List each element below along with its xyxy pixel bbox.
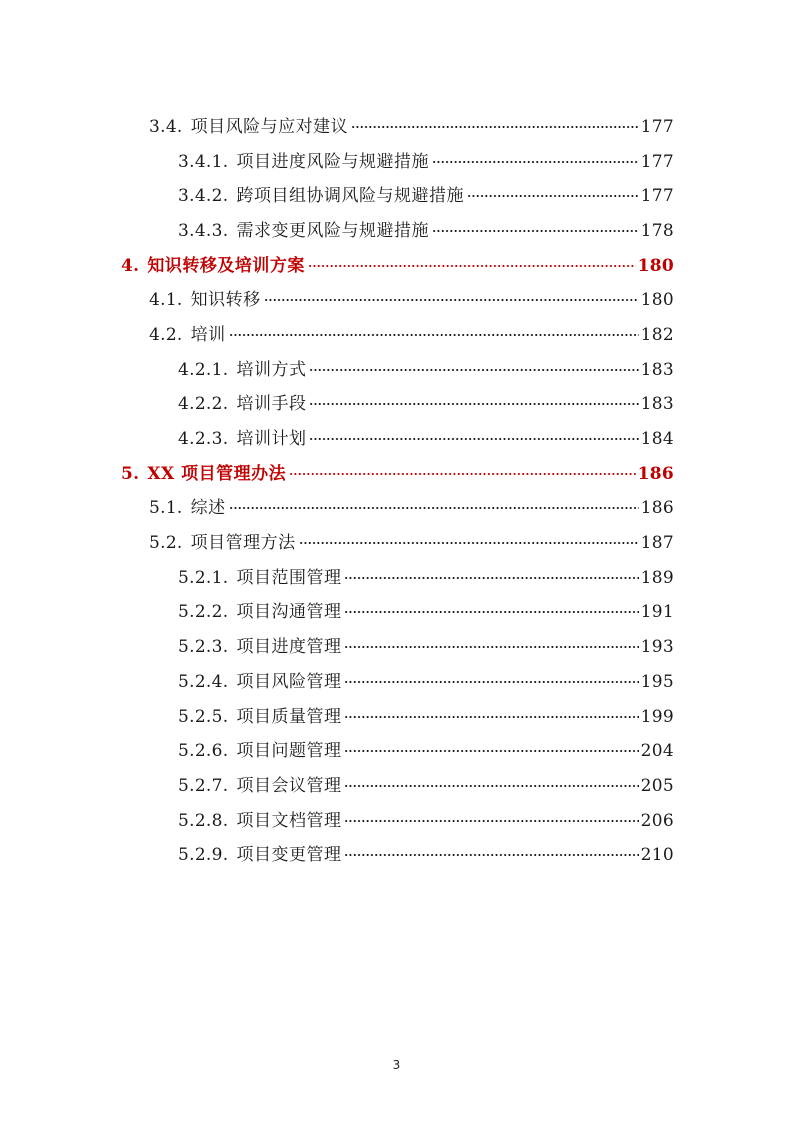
toc-dot-leader bbox=[344, 681, 638, 683]
toc-entry-title: 项目范围管理 bbox=[236, 567, 342, 588]
toc-entry-line bbox=[178, 355, 674, 380]
toc-dot-leader bbox=[467, 195, 639, 197]
toc-entry-page-number: 189 bbox=[640, 567, 674, 588]
toc-entry-line bbox=[178, 667, 674, 692]
toc-entry[interactable] bbox=[0, 246, 793, 281]
toc-entry[interactable] bbox=[0, 662, 793, 697]
toc-entry-number: 5.2.2. bbox=[178, 602, 229, 623]
toc-dot-leader bbox=[289, 473, 635, 475]
toc-entry-page-number: 191 bbox=[640, 602, 674, 623]
toc-entry-line bbox=[178, 736, 674, 761]
toc-entry[interactable] bbox=[0, 697, 793, 732]
toc-dot-leader bbox=[344, 716, 638, 718]
toc-entry-page-number: 177 bbox=[640, 151, 674, 172]
toc-entry-page-number: 193 bbox=[640, 637, 674, 658]
toc-entry-page-number: 178 bbox=[640, 220, 674, 241]
toc-entry[interactable] bbox=[0, 176, 793, 211]
toc-entry-line bbox=[178, 597, 674, 622]
toc-entry[interactable] bbox=[0, 489, 793, 524]
toc-dot-leader bbox=[344, 854, 638, 856]
toc-entry-title: 项目沟通管理 bbox=[236, 602, 342, 623]
toc-entry-number: 5.2.4. bbox=[178, 671, 229, 692]
toc-entry-line bbox=[121, 251, 674, 276]
toc-entry[interactable] bbox=[0, 350, 793, 385]
toc-entry-number: 5.2.7. bbox=[178, 775, 229, 796]
toc-entry-line bbox=[178, 389, 674, 414]
toc-entry-page-number: 187 bbox=[640, 533, 674, 554]
toc-entry-number: 5.2.5. bbox=[178, 706, 229, 727]
toc-entry[interactable] bbox=[0, 315, 793, 350]
toc-entry-number: 3.4. bbox=[149, 116, 183, 137]
toc-entry-number: 3.4.3. bbox=[178, 220, 229, 241]
toc-entry-line bbox=[149, 285, 674, 310]
toc-entry-page-number: 195 bbox=[640, 671, 674, 692]
toc-entry[interactable] bbox=[0, 454, 793, 489]
toc-entry-title: 项目进度管理 bbox=[236, 637, 342, 658]
page-number: 3 bbox=[392, 1058, 401, 1072]
toc-entry-title: 跨项目组协调风险与规避措施 bbox=[236, 186, 464, 207]
toc-entry-number: 4.2.2. bbox=[178, 394, 229, 415]
toc-entry-title: 项目文档管理 bbox=[236, 810, 342, 831]
toc-entry-line bbox=[178, 702, 674, 727]
toc-dot-leader bbox=[309, 369, 638, 371]
toc-entry-number: 4.1. bbox=[149, 290, 183, 311]
toc-entry[interactable] bbox=[0, 523, 793, 558]
toc-entry-number: 4.2.3. bbox=[178, 429, 229, 450]
toc-entry-title: 知识转移及培训方案 bbox=[147, 255, 305, 276]
toc-entry-page-number: 177 bbox=[640, 186, 674, 207]
toc-entry-line bbox=[178, 771, 674, 796]
toc-entry-title: 项目质量管理 bbox=[236, 706, 342, 727]
toc-entry-line bbox=[149, 528, 674, 553]
toc-entry-number: 5.2.3. bbox=[178, 637, 229, 658]
toc-dot-leader bbox=[344, 646, 638, 648]
toc-dot-leader bbox=[309, 403, 638, 405]
toc-entry-number: 5. bbox=[121, 463, 140, 484]
toc-entry-page-number: 177 bbox=[640, 116, 674, 137]
toc-entry-title: 项目变更管理 bbox=[236, 845, 342, 866]
toc-entry[interactable] bbox=[0, 766, 793, 801]
toc-dot-leader bbox=[309, 438, 638, 440]
toc-entry-title: XX 项目管理办法 bbox=[147, 463, 287, 484]
toc-dot-leader bbox=[299, 542, 639, 544]
toc-entry-title: 项目问题管理 bbox=[236, 741, 342, 762]
toc-entry-title: 项目风险管理 bbox=[236, 671, 342, 692]
toc-entry-page-number: 183 bbox=[640, 359, 674, 380]
toc-dot-leader bbox=[229, 507, 639, 509]
toc-entry-page-number: 210 bbox=[640, 845, 674, 866]
toc-dot-leader bbox=[264, 299, 639, 301]
toc-dot-leader bbox=[344, 785, 638, 787]
toc-entry-line bbox=[178, 563, 674, 588]
toc-entry-number: 3.4.1. bbox=[178, 151, 229, 172]
toc-entry-title: 培训 bbox=[190, 324, 226, 345]
toc-entry-line bbox=[178, 216, 674, 241]
toc-entry[interactable] bbox=[0, 211, 793, 246]
toc-entry-page-number: 186 bbox=[640, 498, 674, 519]
toc-entry-title: 培训手段 bbox=[236, 394, 307, 415]
toc-entry-number: 5.2.9. bbox=[178, 845, 229, 866]
toc-dot-leader bbox=[432, 161, 639, 163]
toc-entry[interactable] bbox=[0, 558, 793, 593]
toc-dot-leader bbox=[344, 577, 638, 579]
toc-entry-line bbox=[178, 840, 674, 865]
toc-entry-title: 综述 bbox=[190, 498, 226, 519]
toc-dot-leader bbox=[308, 265, 636, 267]
toc-entry-line bbox=[178, 181, 674, 206]
table-of-contents bbox=[0, 107, 793, 870]
toc-entry[interactable] bbox=[0, 627, 793, 662]
toc-entry[interactable] bbox=[0, 801, 793, 836]
toc-entry-page-number: 180 bbox=[640, 290, 674, 311]
toc-entry-title: 项目会议管理 bbox=[236, 775, 342, 796]
toc-entry-number: 5.1. bbox=[149, 498, 183, 519]
toc-entry-title: 培训方式 bbox=[236, 359, 307, 380]
toc-entry-page-number: 186 bbox=[637, 463, 674, 484]
toc-entry-number: 5.2. bbox=[149, 533, 183, 554]
toc-dot-leader bbox=[229, 334, 639, 336]
toc-dot-leader bbox=[344, 750, 638, 752]
toc-entry-line bbox=[178, 424, 674, 449]
toc-entry-number: 3.4.2. bbox=[178, 186, 229, 207]
toc-entry-number: 5.2.6. bbox=[178, 741, 229, 762]
toc-entry-page-number: 206 bbox=[640, 810, 674, 831]
toc-dot-leader bbox=[432, 230, 639, 232]
toc-entry[interactable] bbox=[0, 385, 793, 420]
toc-entry-line bbox=[178, 632, 674, 657]
toc-entry-page-number: 183 bbox=[640, 394, 674, 415]
toc-entry[interactable] bbox=[0, 107, 793, 142]
toc-entry-line bbox=[121, 459, 674, 484]
toc-entry-line bbox=[149, 320, 674, 345]
toc-entry[interactable] bbox=[0, 835, 793, 870]
toc-entry-number: 4.2. bbox=[149, 324, 183, 345]
toc-entry-page-number: 199 bbox=[640, 706, 674, 727]
toc-entry-page-number: 182 bbox=[640, 324, 674, 345]
toc-entry-title: 项目风险与应对建议 bbox=[190, 116, 349, 137]
toc-entry-title: 知识转移 bbox=[190, 290, 261, 311]
toc-entry-page-number: 180 bbox=[637, 255, 674, 276]
toc-entry-number: 4.2.1. bbox=[178, 359, 229, 380]
toc-entry-page-number: 205 bbox=[640, 775, 674, 796]
toc-entry[interactable] bbox=[0, 419, 793, 454]
toc-entry-line bbox=[149, 112, 674, 137]
toc-entry[interactable] bbox=[0, 731, 793, 766]
toc-entry[interactable] bbox=[0, 142, 793, 177]
toc-entry-page-number: 184 bbox=[640, 429, 674, 450]
toc-dot-leader bbox=[344, 611, 638, 613]
toc-entry[interactable] bbox=[0, 280, 793, 315]
toc-dot-leader bbox=[344, 820, 638, 822]
toc-entry-title: 培训计划 bbox=[236, 429, 307, 450]
toc-entry-page-number: 204 bbox=[640, 741, 674, 762]
toc-entry-line bbox=[149, 493, 674, 518]
toc-entry-line bbox=[178, 147, 674, 172]
toc-entry[interactable] bbox=[0, 593, 793, 628]
toc-entry-number: 4. bbox=[121, 255, 140, 276]
toc-entry-number: 5.2.1. bbox=[178, 567, 229, 588]
toc-entry-title: 需求变更风险与规避措施 bbox=[236, 220, 429, 241]
toc-entry-line bbox=[178, 806, 674, 831]
toc-entry-title: 项目进度风险与规避措施 bbox=[236, 151, 429, 172]
toc-entry-title: 项目管理方法 bbox=[190, 533, 296, 554]
toc-entry-number: 5.2.8. bbox=[178, 810, 229, 831]
toc-dot-leader bbox=[351, 126, 639, 128]
